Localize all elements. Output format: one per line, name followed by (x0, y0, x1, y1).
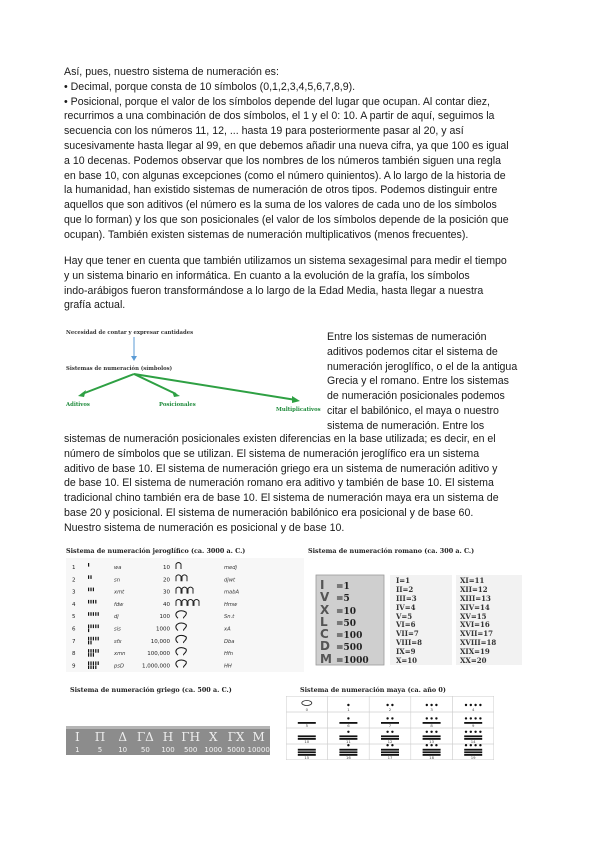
greek-symbol: Ι (74, 730, 80, 744)
egyptian-stroke (90, 649, 91, 653)
diagram-branch-aditivos (82, 374, 134, 394)
maya-dot (430, 744, 432, 746)
greek-value: 10 (118, 746, 128, 754)
roman-numerals-figure (308, 558, 530, 670)
egyptian-number: 3 (72, 589, 76, 596)
text-line: número de símbolos que se utilizan. El sistema de numeración jeroglífico era un sistema (64, 447, 480, 460)
maya-number: 18 (429, 754, 435, 760)
roman-equivalence: IX=9 (396, 647, 416, 657)
text-line: tradicional chino también era de base 10. El sistema de numeración maya era un sistema de (64, 492, 499, 505)
maya-dot (435, 731, 437, 733)
egyptian-number: 100 (159, 614, 170, 621)
text-line: • Posicional, porque el valor de los símbolos depende del lugar que ocupan. Al contar diez, (64, 95, 490, 108)
maya-dot (479, 704, 481, 706)
egyptian-stroke (93, 649, 94, 653)
greek-symbol: Η (162, 730, 174, 744)
egyptian-stroke (98, 637, 99, 641)
egyptian-number: 6 (72, 626, 76, 633)
egyptian-stroke (90, 641, 91, 645)
text-line: recurrimos a una combinación de dos símbolos, el 1 y el 0: 10. A partir de aquí, seguimos la (64, 110, 495, 123)
diagram-leaf-aditivos: Aditivos (66, 402, 90, 408)
greek-stone-highlight (66, 726, 270, 729)
roman-value: =500 (336, 643, 363, 654)
egyptian-number: 10 (163, 565, 170, 571)
maya-numerals-figure (286, 696, 494, 760)
greek-value: 500 (183, 746, 198, 754)
greek-symbol: Χ (209, 730, 218, 744)
maya-bar (381, 749, 399, 751)
text-line: Nuestro sistema de numeración es posicional y de base 10. (64, 521, 345, 534)
egyptian-stroke (90, 612, 91, 616)
text-line: de numeración posicionales podemos (327, 390, 505, 403)
greek-value: 10000 (247, 746, 270, 754)
roman-equivalence: XV=15 (460, 611, 487, 621)
diagram-arrowhead (292, 396, 300, 403)
egyptian-number: 7 (72, 638, 76, 645)
roman-symbol: I (320, 578, 325, 592)
egyptian-stroke (95, 600, 96, 604)
egyptian-word: mabA (224, 589, 240, 596)
text-line: Hay que tener en cuenta que también utilizamos un sistema sexagesimal para medir el tiempo (64, 255, 507, 267)
roman-basic-row (320, 640, 382, 652)
egyptian-word: djwt (224, 577, 236, 584)
text-line: en base 10, con algunas excepciones (como el número quinientos). A lo largo de la historia de (64, 169, 506, 182)
egyptian-stroke (93, 653, 94, 657)
roman-equivalence: VII=7 (396, 629, 419, 639)
egyptian-word: xA (224, 626, 231, 633)
egyptian-number: 20 (163, 577, 170, 584)
text-line: y un sistema binario en informática. En cuanto a la evolución de la grafía, los símbolos (64, 269, 470, 282)
maya-bar (423, 749, 441, 751)
diagram-arrowhead (131, 356, 137, 361)
egyptian-stroke (95, 665, 96, 669)
maya-dot (435, 717, 437, 719)
greek-table-title: Sistema de numeración griego (ca. 500 a. C.) (70, 686, 232, 694)
maya-dot (386, 731, 388, 733)
egyptian-stroke (88, 653, 89, 657)
text-line: Grecia y el romano. Entre los sistemas (327, 375, 509, 388)
text-line: a 10 decenas. Podemos observar que los nombres de los números también siguen una regla (64, 154, 501, 167)
paragraph-additive-systems (327, 330, 536, 434)
maya-number: 15 (304, 754, 310, 760)
roman-symbol: C (320, 627, 329, 642)
roman-equivalence: V=5 (396, 611, 413, 621)
greek-symbol: Δ (118, 730, 128, 744)
maya-number: 6 (347, 722, 350, 728)
egyptian-stroke (98, 625, 99, 629)
egyptian-word: wa (114, 565, 122, 571)
maya-dot (391, 717, 393, 719)
greek-symbol: ΓΗ (181, 730, 201, 744)
egyptian-number: 4 (72, 601, 76, 608)
egyptian-stroke (90, 588, 91, 592)
greek-value: 1 (75, 746, 80, 754)
roman-symbol: M (320, 651, 332, 666)
text-line: base 20 y posicional. El sistema de numeración babilónico era posicional y de base 60. (64, 506, 474, 519)
egyptian-stroke (98, 612, 99, 616)
egyptian-stroke (95, 661, 96, 665)
maya-dot (474, 704, 476, 706)
maya-dot (391, 744, 393, 746)
egyptian-stroke (98, 649, 99, 653)
egyptian-number: 9 (72, 663, 76, 670)
maya-number: 9 (471, 722, 475, 728)
maya-dot (465, 744, 467, 746)
text-line: aquellos que son aditivos (el número es la suma de los valores de cada uno de los símbolos (64, 199, 497, 212)
maya-dot (435, 704, 437, 706)
roman-equivalence: XII=12 (460, 584, 488, 594)
maya-dot (479, 731, 481, 733)
text-line: aditivos podemos citar el sistema de (327, 345, 498, 358)
maya-dot (470, 717, 472, 719)
maya-dot (470, 744, 472, 746)
roman-equivalence: X=10 (396, 656, 418, 666)
egyptian-stroke (88, 637, 89, 641)
greek-value: 100 (161, 746, 175, 754)
maya-dot (347, 744, 349, 746)
maya-dot (430, 731, 432, 733)
egyptian-word: sis (114, 626, 121, 633)
greek-numerals-figure (66, 726, 270, 755)
diagram-branch-multiplicativos (134, 374, 296, 400)
egyptian-stroke (88, 629, 89, 633)
paragraph-sexagesimal (64, 254, 536, 313)
maya-bar (464, 749, 482, 751)
text-line: secuencia con los números 11, 12, ... hasta 19 para posteriormente pasar al 20, y así (64, 125, 464, 138)
egyptian-number: 2 (72, 577, 76, 584)
maya-bar (298, 751, 316, 753)
maya-dot (426, 704, 428, 706)
egyptian-stroke (90, 653, 91, 657)
egyptian-stroke (88, 649, 89, 653)
maya-bar (298, 735, 316, 737)
text-line: sucesivamente hasta llegar al 99, en que debemos añadir una nueva cifra, ya que 100 es igual (64, 139, 509, 152)
egyptian-stroke (90, 661, 91, 665)
egyptian-word: sn (114, 577, 120, 584)
diagram-root-label: Necesidad de contar y expresar cantidades (66, 330, 194, 336)
egyptian-word: Dba (224, 638, 235, 645)
egyptian-stroke (90, 625, 91, 629)
text-line: numeración jeroglífico, o el de la antigua (327, 360, 518, 373)
roman-value: =1 (336, 582, 350, 592)
egyptian-numerals-figure (66, 558, 304, 672)
numeration-systems-diagram (64, 324, 322, 416)
egyptian-word: psD (114, 663, 124, 670)
egyptian-stroke (88, 575, 89, 579)
diagram-leaf-multiplicativos: Multiplicativos (276, 407, 321, 413)
paragraph-positional-bases (64, 432, 536, 536)
egyptian-word: HH (224, 663, 232, 670)
egyptian-stroke (93, 625, 94, 629)
roman-symbol: D (320, 639, 330, 654)
maya-dot (391, 704, 393, 706)
egyptian-stroke (88, 625, 89, 629)
maya-dot (426, 731, 428, 733)
greek-symbol: Μ (252, 730, 265, 744)
text-line: de base 10. El sistema de numeración romano era aditivo y también de base 10. El sistema (64, 477, 494, 490)
paragraph-decimal-positional (64, 65, 536, 243)
maya-bar (339, 749, 357, 751)
egyptian-word: xmn (114, 651, 126, 658)
maya-dot (435, 744, 437, 746)
egyptian-stroke (93, 661, 94, 665)
roman-equivalence: IV=4 (396, 602, 416, 612)
maya-dot (386, 717, 388, 719)
egyptian-stroke (88, 661, 89, 665)
roman-equivalence: XVII=17 (460, 629, 494, 639)
egyptian-stroke (88, 588, 89, 592)
maya-dot (474, 744, 476, 746)
text-line: • Decimal, porque consta de 10 símbolos (0,1,2,3,4,5,6,7,8,9). (64, 80, 356, 93)
egyptian-number: 1 (72, 565, 76, 571)
egyptian-number: 1,000,000 (142, 663, 170, 670)
roman-basic-row (320, 616, 382, 628)
maya-bar (423, 751, 441, 753)
egyptian-stroke (90, 637, 91, 641)
maya-number: 1 (347, 706, 350, 712)
egyptian-number: 1000 (156, 626, 170, 633)
greek-symbol: ΓΧ (227, 730, 245, 744)
roman-value: =5 (336, 594, 350, 605)
roman-equivalence: XVIII=18 (460, 638, 497, 648)
maya-dot (430, 717, 432, 719)
roman-symbol: L (320, 614, 328, 629)
maya-number: 10 (304, 738, 310, 744)
roman-symbol: V (320, 590, 330, 605)
maya-dot (465, 731, 467, 733)
maya-number: 8 (430, 722, 433, 728)
diagram-middle-label: Sistemas de numeración (símbolos) (66, 366, 173, 372)
egyptian-stroke (88, 563, 89, 567)
egyptian-stroke (95, 649, 96, 653)
egyptian-stroke (93, 637, 94, 641)
maya-number: 0 (305, 706, 309, 712)
egyptian-stroke (88, 665, 89, 669)
text-line: indo-arábigos fueron transformándose a lo largo de la Edad Media, hasta llegar a nuestra (64, 284, 484, 297)
egyptian-number: 8 (72, 651, 76, 658)
egyptian-number: 5 (72, 614, 76, 621)
maya-bar (464, 735, 482, 737)
egyptian-word: Hmw (224, 601, 238, 608)
roman-equivalence: XI=11 (460, 576, 485, 585)
maya-dot (474, 717, 476, 719)
maya-number: 11 (345, 738, 351, 744)
roman-basic-row (320, 653, 382, 665)
maya-dot (347, 731, 349, 733)
egyptian-word: Sn.t (224, 614, 235, 621)
maya-table-title: Sistema de numeración maya (ca. año 0) (300, 686, 446, 694)
roman-value: =1000 (336, 655, 369, 666)
roman-equivalence: XIX=19 (460, 647, 490, 657)
text-line: que lo forman) y los que son posicionales (el valor de los símbolos depende de la posición que (64, 213, 509, 226)
egyptian-number: 10,000 (150, 638, 170, 645)
text-line: citar el babilónico, el maya o nuestro (327, 404, 499, 417)
greek-symbol: Π (94, 730, 106, 744)
maya-number: 2 (388, 706, 392, 712)
maya-bar (381, 751, 399, 753)
maya-number: 19 (470, 754, 476, 760)
egyptian-stroke (93, 665, 94, 669)
greek-value: 1000 (204, 746, 223, 754)
roman-equivalence: II=2 (396, 584, 414, 594)
egyptian-number: 100,000 (147, 651, 170, 658)
maya-bar (381, 735, 399, 737)
roman-value: =100 (336, 631, 363, 642)
roman-equivalence: XX=20 (460, 656, 487, 666)
egyptian-stroke (95, 637, 96, 641)
maya-dot (479, 744, 481, 746)
maya-number: 3 (430, 706, 433, 712)
maya-dot (426, 717, 428, 719)
text-line: sistema de numeración. Entre los (327, 419, 485, 432)
roman-equivalence: I=1 (396, 576, 411, 585)
egyptian-stroke (88, 600, 89, 604)
maya-bar (298, 749, 316, 751)
egyptian-stroke (93, 588, 94, 592)
maya-dot (479, 717, 481, 719)
maya-bar (464, 751, 482, 753)
egyptian-word: sfx (114, 638, 122, 645)
egyptian-number: 40 (163, 601, 170, 608)
maya-number: 14 (470, 738, 476, 744)
text-line: grafía actual. (64, 299, 126, 312)
egyptian-stroke (93, 600, 94, 604)
roman-symbol: X (320, 602, 330, 617)
egyptian-word: medj (224, 565, 237, 571)
maya-dot (470, 731, 472, 733)
maya-number: 4 (471, 706, 475, 712)
diagram-leaf-posicionales: Posicionales (159, 402, 196, 408)
egyptian-number: 30 (163, 589, 170, 596)
text-line: Así, pues, nuestro sistema de numeración es: (64, 66, 279, 78)
text-line: la humanidad, han existido sistemas de numeración de otros tipos. Podemos distinguir entre (64, 184, 498, 197)
egyptian-stroke (90, 665, 91, 669)
roman-basic-row (320, 591, 382, 603)
maya-dot (347, 717, 349, 719)
greek-symbol: ΓΔ (136, 730, 154, 744)
maya-number: 12 (387, 738, 393, 744)
maya-number: 13 (429, 738, 435, 744)
roman-equivalence: III=3 (396, 593, 417, 603)
greek-value: 5000 (227, 746, 245, 754)
maya-dot (465, 717, 467, 719)
roman-table-title: Sistema de numeración romano (ca. 300 a. C.) (308, 547, 475, 555)
maya-bar (423, 735, 441, 737)
egyptian-stroke (90, 575, 91, 579)
greek-value: 5 (97, 746, 103, 754)
maya-dot (474, 731, 476, 733)
text-line: Entre los sistemas de numeración (327, 331, 487, 343)
maya-dot (391, 731, 393, 733)
egyptian-stroke (98, 661, 99, 665)
egyptian-table-title: Sistema de numeración jeroglífico (ca. 3000 a. C.) (66, 547, 246, 555)
text-line: aditivo de base 10. El sistema de numeración griego era un sistema de numeración aditivo y (64, 462, 498, 475)
egyptian-stroke (88, 612, 89, 616)
egyptian-stroke (88, 641, 89, 645)
roman-equivalence: VI=6 (396, 620, 416, 630)
egyptian-stroke (95, 625, 96, 629)
greek-value: 50 (140, 746, 150, 754)
egyptian-stroke (90, 600, 91, 604)
maya-number: 16 (345, 754, 351, 760)
roman-equivalence: XIV=14 (460, 602, 490, 612)
egyptian-stroke (95, 612, 96, 616)
maya-number: 17 (387, 754, 393, 760)
roman-value: =50 (336, 618, 357, 629)
roman-equivalence: XVI=16 (460, 620, 490, 630)
maya-bar (339, 751, 357, 753)
roman-equivalence: VIII=8 (396, 638, 422, 648)
maya-bar (339, 735, 357, 737)
text-line: sistemas de numeración posicionales existen diferencias en la base utilizada; es decir, en el (64, 433, 496, 445)
roman-basic-row (320, 579, 382, 591)
maya-number: 5 (305, 722, 309, 728)
egyptian-word: dj (114, 614, 119, 621)
egyptian-stroke (93, 612, 94, 616)
maya-dot (386, 744, 388, 746)
egyptian-word: xmt (114, 589, 125, 596)
egyptian-word: Hfn (224, 651, 234, 658)
egyptian-word: fdw (114, 601, 124, 608)
maya-number: 7 (388, 722, 392, 728)
text-line: ocupan). También existen sistemas de numeración multiplicativos (menos frecuentes). (64, 228, 469, 241)
roman-value: =10 (336, 606, 357, 617)
diagram-arrowhead (78, 390, 86, 397)
maya-dot (426, 744, 428, 746)
roman-equivalence: XIII=13 (460, 593, 491, 603)
roman-basic-row (320, 604, 382, 616)
diagram-arrowhead (172, 391, 180, 397)
maya-dot (465, 704, 467, 706)
